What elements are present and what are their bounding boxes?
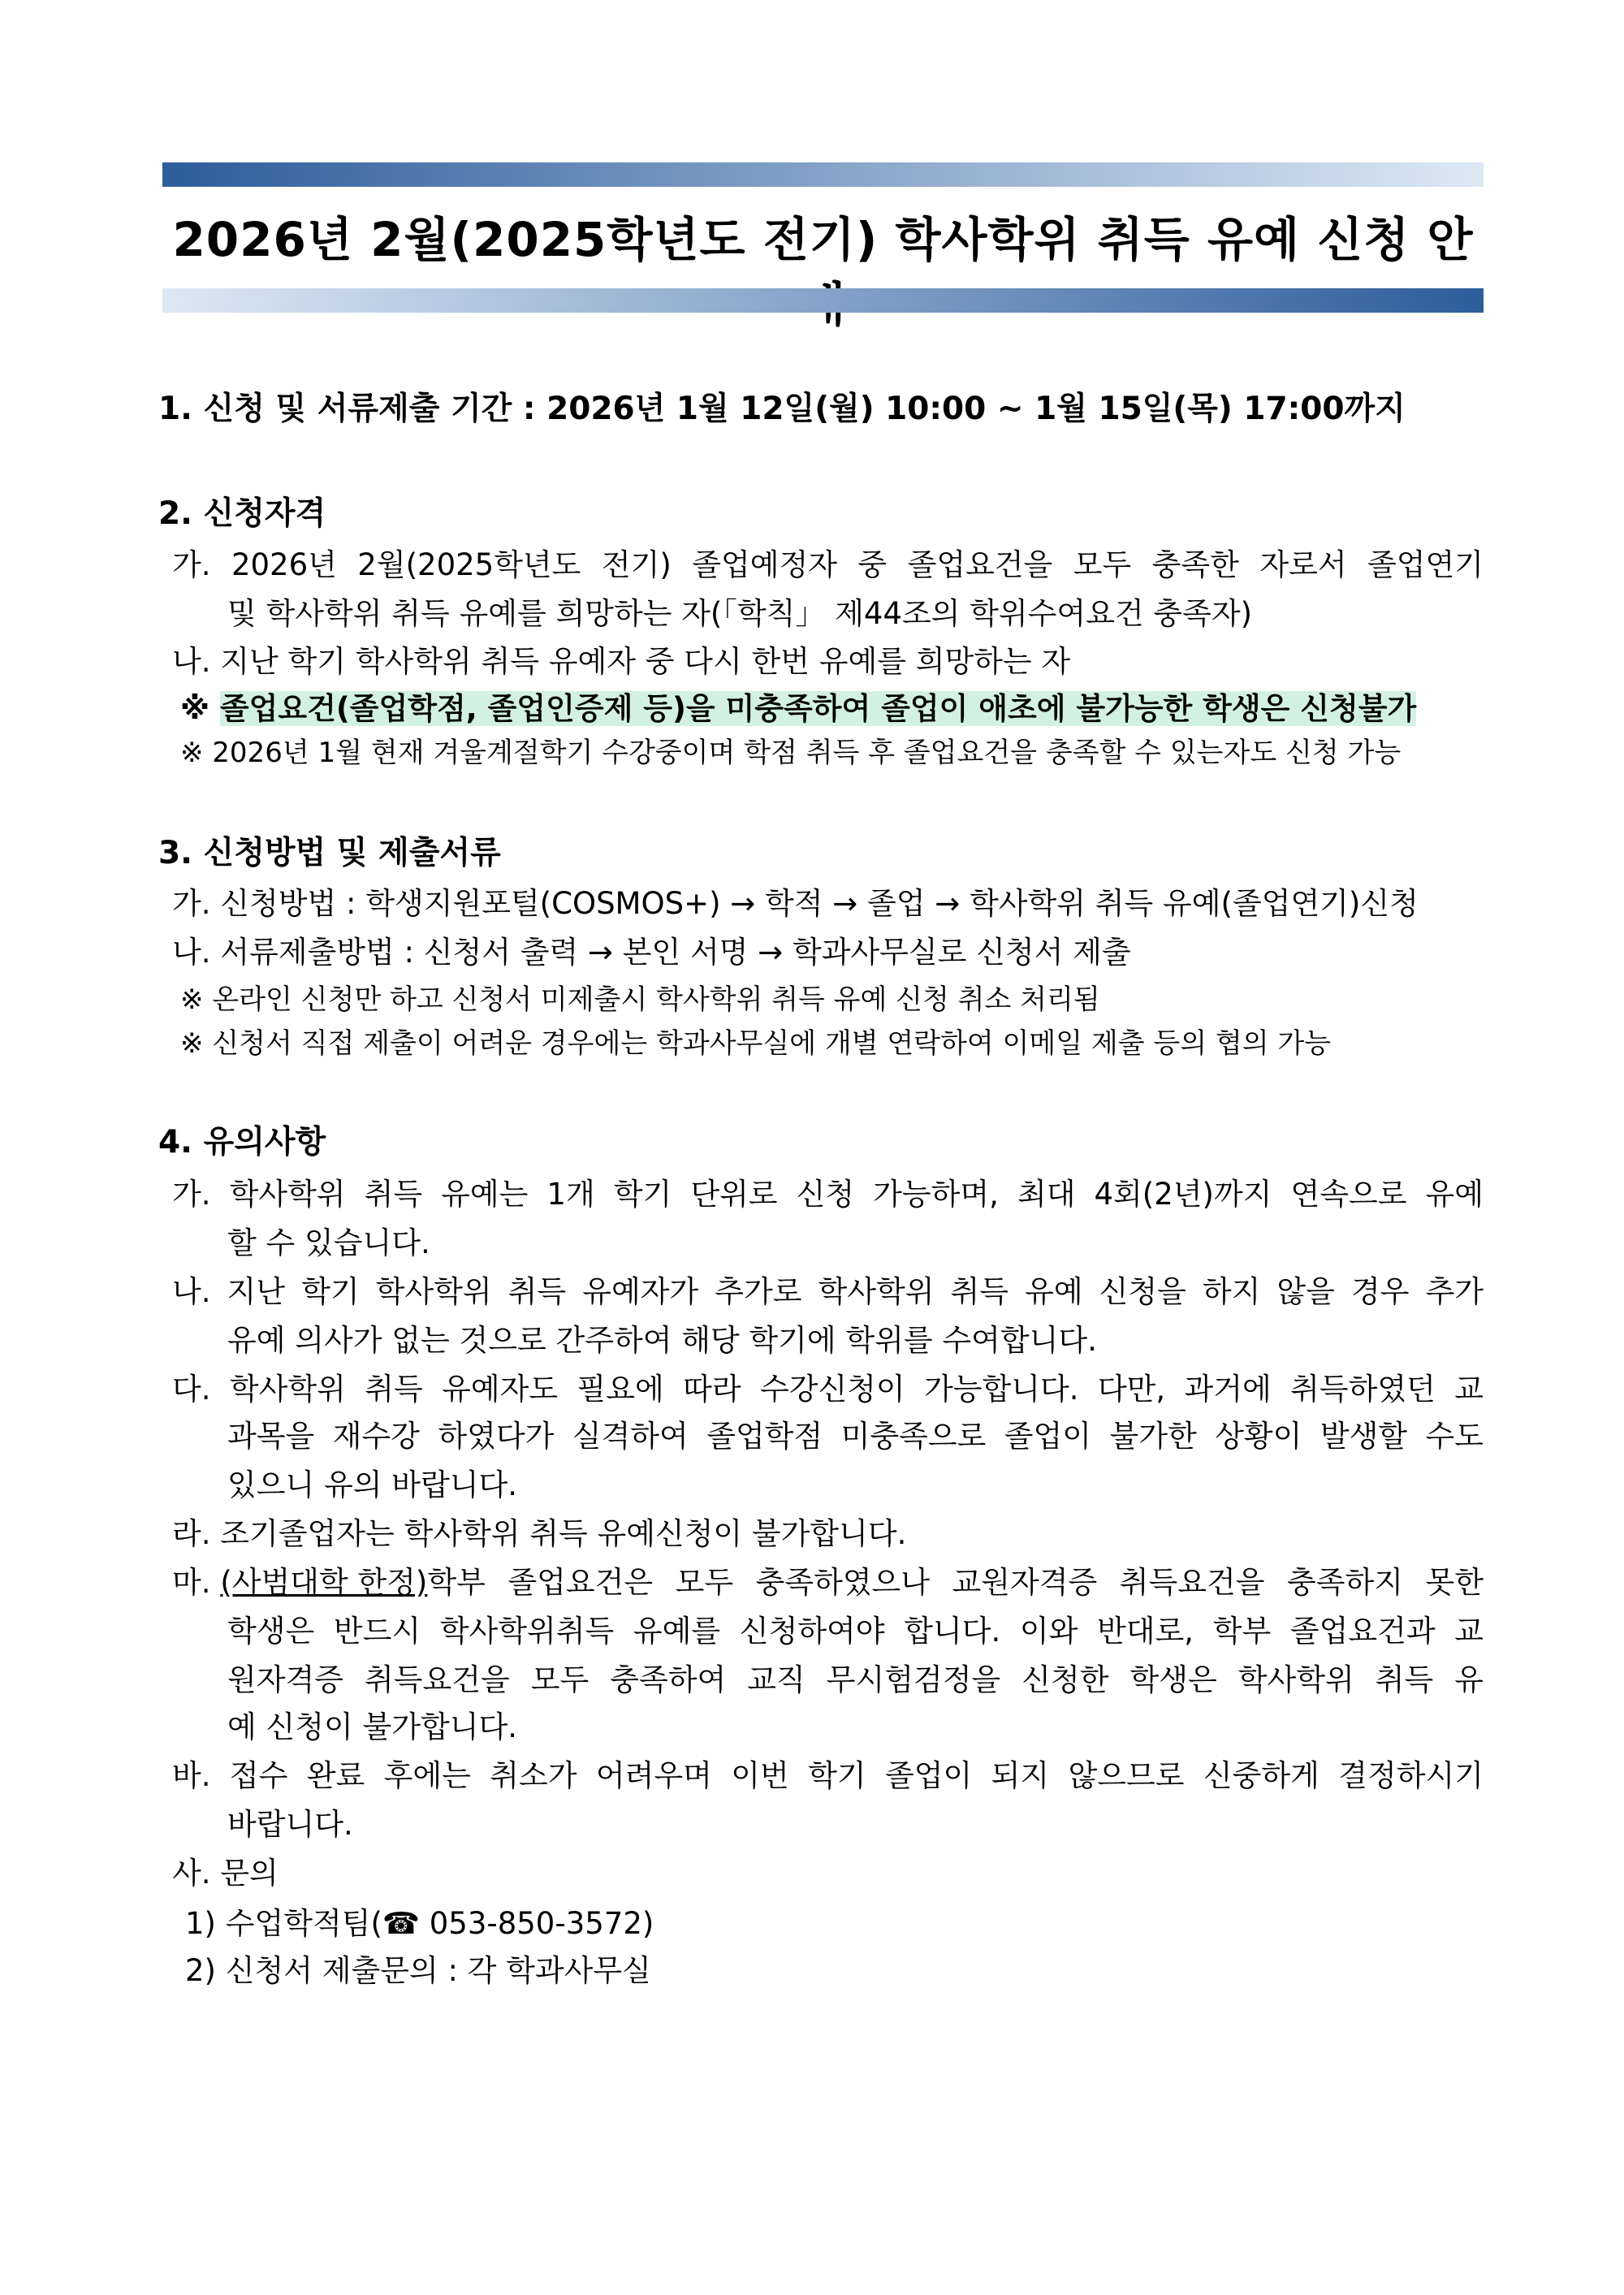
- caution-item-ma: [172, 1558, 1484, 1607]
- title-top-gradient-bar: [162, 162, 1484, 187]
- note-mark: ※: [180, 691, 209, 726]
- highlighted-notice: 졸업요건(졸업학점, 졸업인증제 등)을 미충족하여 졸업이 애초에 불가능한 학생은 신청불가: [219, 691, 1417, 726]
- caution-item-sa: 사. 문의: [172, 1856, 279, 1891]
- caution-item-na: 나. 지난 학기 학사학위 취득 유예자가 추가로 학사학위 취득 유예 신청을 하지 않을 경우 추가: [172, 1274, 1484, 1309]
- method-note-1: ※ 온라인 신청만 하고 신청서 미제출시 학사학위 취득 유예 신청 취소 처리됨: [180, 983, 1100, 1016]
- caution-item-da: 다. 학사학위 취득 유예자도 필요에 따라 수강신청이 가능합니다. 다만, 과거에 취득하였던 교: [172, 1372, 1484, 1407]
- eligibility-item-na: 나. 지난 학기 학사학위 취득 유예자 중 다시 한번 유예를 희망하는 자: [172, 644, 1071, 679]
- contact-academic-affairs: [185, 1900, 654, 1948]
- caution-item-ma-cont3: 예 신청이 불가합니다.: [227, 1709, 517, 1744]
- phone-icon: ☎: [382, 1906, 420, 1941]
- item-label: 마.: [172, 1565, 221, 1600]
- caution-item-ba: 바. 접수 완료 후에는 취소가 어려우며 이번 학기 졸업이 되지 않으므로 신중하게 결정하시기: [172, 1758, 1484, 1793]
- page-title: 2026년 2월(2025학년도 전기) 학사학위 취득 유예 신청 안: [172, 212, 1474, 267]
- contact-label: 1) 수업학적팀(: [185, 1906, 382, 1941]
- method-item-ga: 가. 신청방법 : 학생지원포털(COSMOS+) → 학적 → 졸업 → 학사학위 취득 유예(졸업연기)신청: [172, 886, 1419, 921]
- section-2-heading: 2. 신청자격: [158, 495, 326, 532]
- contact-department-office: 2) 신청서 제출문의 : 각 학과사무실: [185, 1953, 651, 1988]
- contact-phone: 053-850-3572): [419, 1906, 654, 1941]
- caution-item-ga: 가. 학사학위 취득 유예는 1개 학기 단위로 신청 가능하며, 최대 4회(2년)까지 연속으로 유예: [172, 1177, 1484, 1212]
- section-1-period-heading: 1. 신청 및 서류제출 기간 : 2026년 1월 12일(월) 10:00 ~ 1월 15일(목) 17:00까지: [158, 391, 1406, 427]
- method-note-2: ※ 신청서 직접 제출이 어려운 경우에는 학과사무실에 개별 연락하여 이메일 제출 등의 협의 가능: [180, 1027, 1332, 1060]
- eligibility-note-ineligible: [180, 685, 1416, 733]
- teachers-college-only-label: (사범대학 한정): [220, 1565, 428, 1600]
- item-text: 학부 졸업요건은 모두 충족하였으나 교원자격증 취득요건을 충족하지 못한: [427, 1565, 1484, 1600]
- eligibility-item-ga-cont: 및 학사학위 취득 유예를 희망하는 자(「학칙」 제44조의 학위수여요건 충족자): [227, 596, 1253, 631]
- caution-item-da-cont1: 과목을 재수강 하였다가 실격하여 졸업학점 미충족으로 졸업이 불가한 상황이 발생할 수도: [227, 1419, 1484, 1454]
- caution-item-ba-cont: 바랍니다.: [227, 1807, 353, 1842]
- section-3-heading: 3. 신청방법 및 제출서류: [158, 835, 501, 871]
- method-item-na: 나. 서류제출방법 : 신청서 출력 → 본인 서명 → 학과사무실로 신청서 제출: [172, 935, 1131, 970]
- caution-item-ra: 라. 조기졸업자는 학사학위 취득 유예신청이 불가합니다.: [172, 1516, 907, 1551]
- caution-item-ma-cont1: 학생은 반드시 학사학위취득 유예를 신청하여야 합니다. 이와 반대로, 학부 졸업요건과 교: [227, 1614, 1484, 1649]
- caution-item-ma-cont2: 원자격증 취득요건을 모두 충족하여 교직 무시험검정을 신청한 학생은 학사학위 취득 유: [227, 1662, 1484, 1697]
- eligibility-note-winter: ※ 2026년 1월 현재 겨울계절학기 수강중이며 학점 취득 후 졸업요건을 충족할 수 있는자도 신청 가능: [180, 737, 1402, 769]
- caution-item-da-cont2: 있으니 유의 바랍니다.: [227, 1467, 517, 1502]
- caution-item-na-cont: 유예 의사가 없는 것으로 간주하여 해당 학기에 학위를 수여합니다.: [227, 1323, 1097, 1358]
- section-4-heading: 4. 유의사항: [158, 1124, 326, 1160]
- caution-item-ga-cont: 할 수 있습니다.: [227, 1225, 430, 1260]
- eligibility-item-ga: 가. 2026년 2월(2025학년도 전기) 졸업예정자 중 졸업요건을 모두 충족한 자로서 졸업연기: [172, 547, 1484, 582]
- title-bottom-gradient-bar: [162, 288, 1484, 313]
